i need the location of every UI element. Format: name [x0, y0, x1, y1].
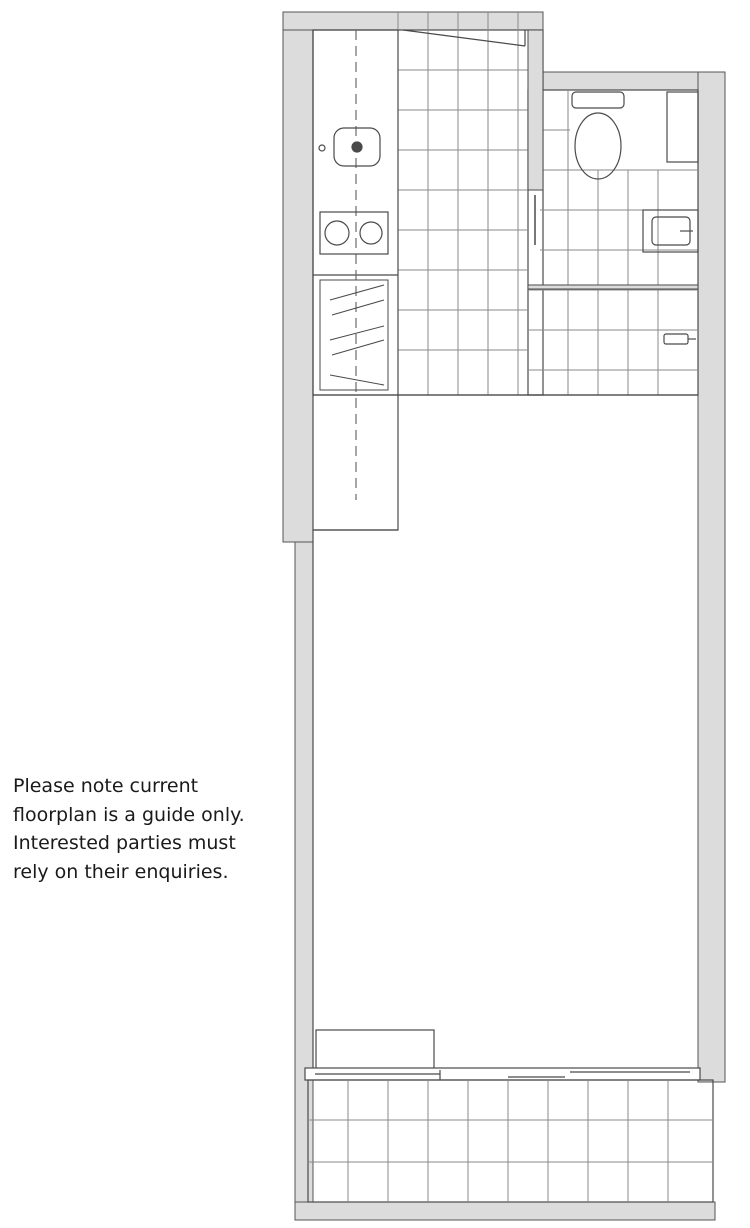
shower-icon	[664, 334, 696, 344]
kitchen-tiles	[398, 12, 528, 395]
bathroom-tiles	[528, 90, 698, 395]
disclaimer-line: Interested parties must	[13, 832, 236, 854]
balcony-tiles	[308, 1080, 713, 1202]
cooktop-icon	[320, 212, 388, 254]
toilet-icon	[572, 92, 624, 179]
exterior-walls	[283, 12, 725, 1220]
disclaimer-note	[13, 772, 293, 886]
kitchen-sink-icon	[319, 128, 380, 166]
living-room	[313, 395, 698, 1070]
balcony-sliding-door	[305, 1068, 700, 1080]
disclaimer-line: floorplan is a guide only.	[13, 803, 245, 826]
entry-door	[403, 30, 525, 46]
basin-icon	[643, 210, 698, 252]
bathroom-cabinet	[667, 92, 698, 162]
balcony	[308, 1080, 713, 1202]
disclaimer-line: rely on their enquiries.	[13, 860, 229, 883]
kitchen-appliance-hatch	[320, 280, 388, 390]
disclaimer-line: Please note current	[13, 775, 199, 797]
